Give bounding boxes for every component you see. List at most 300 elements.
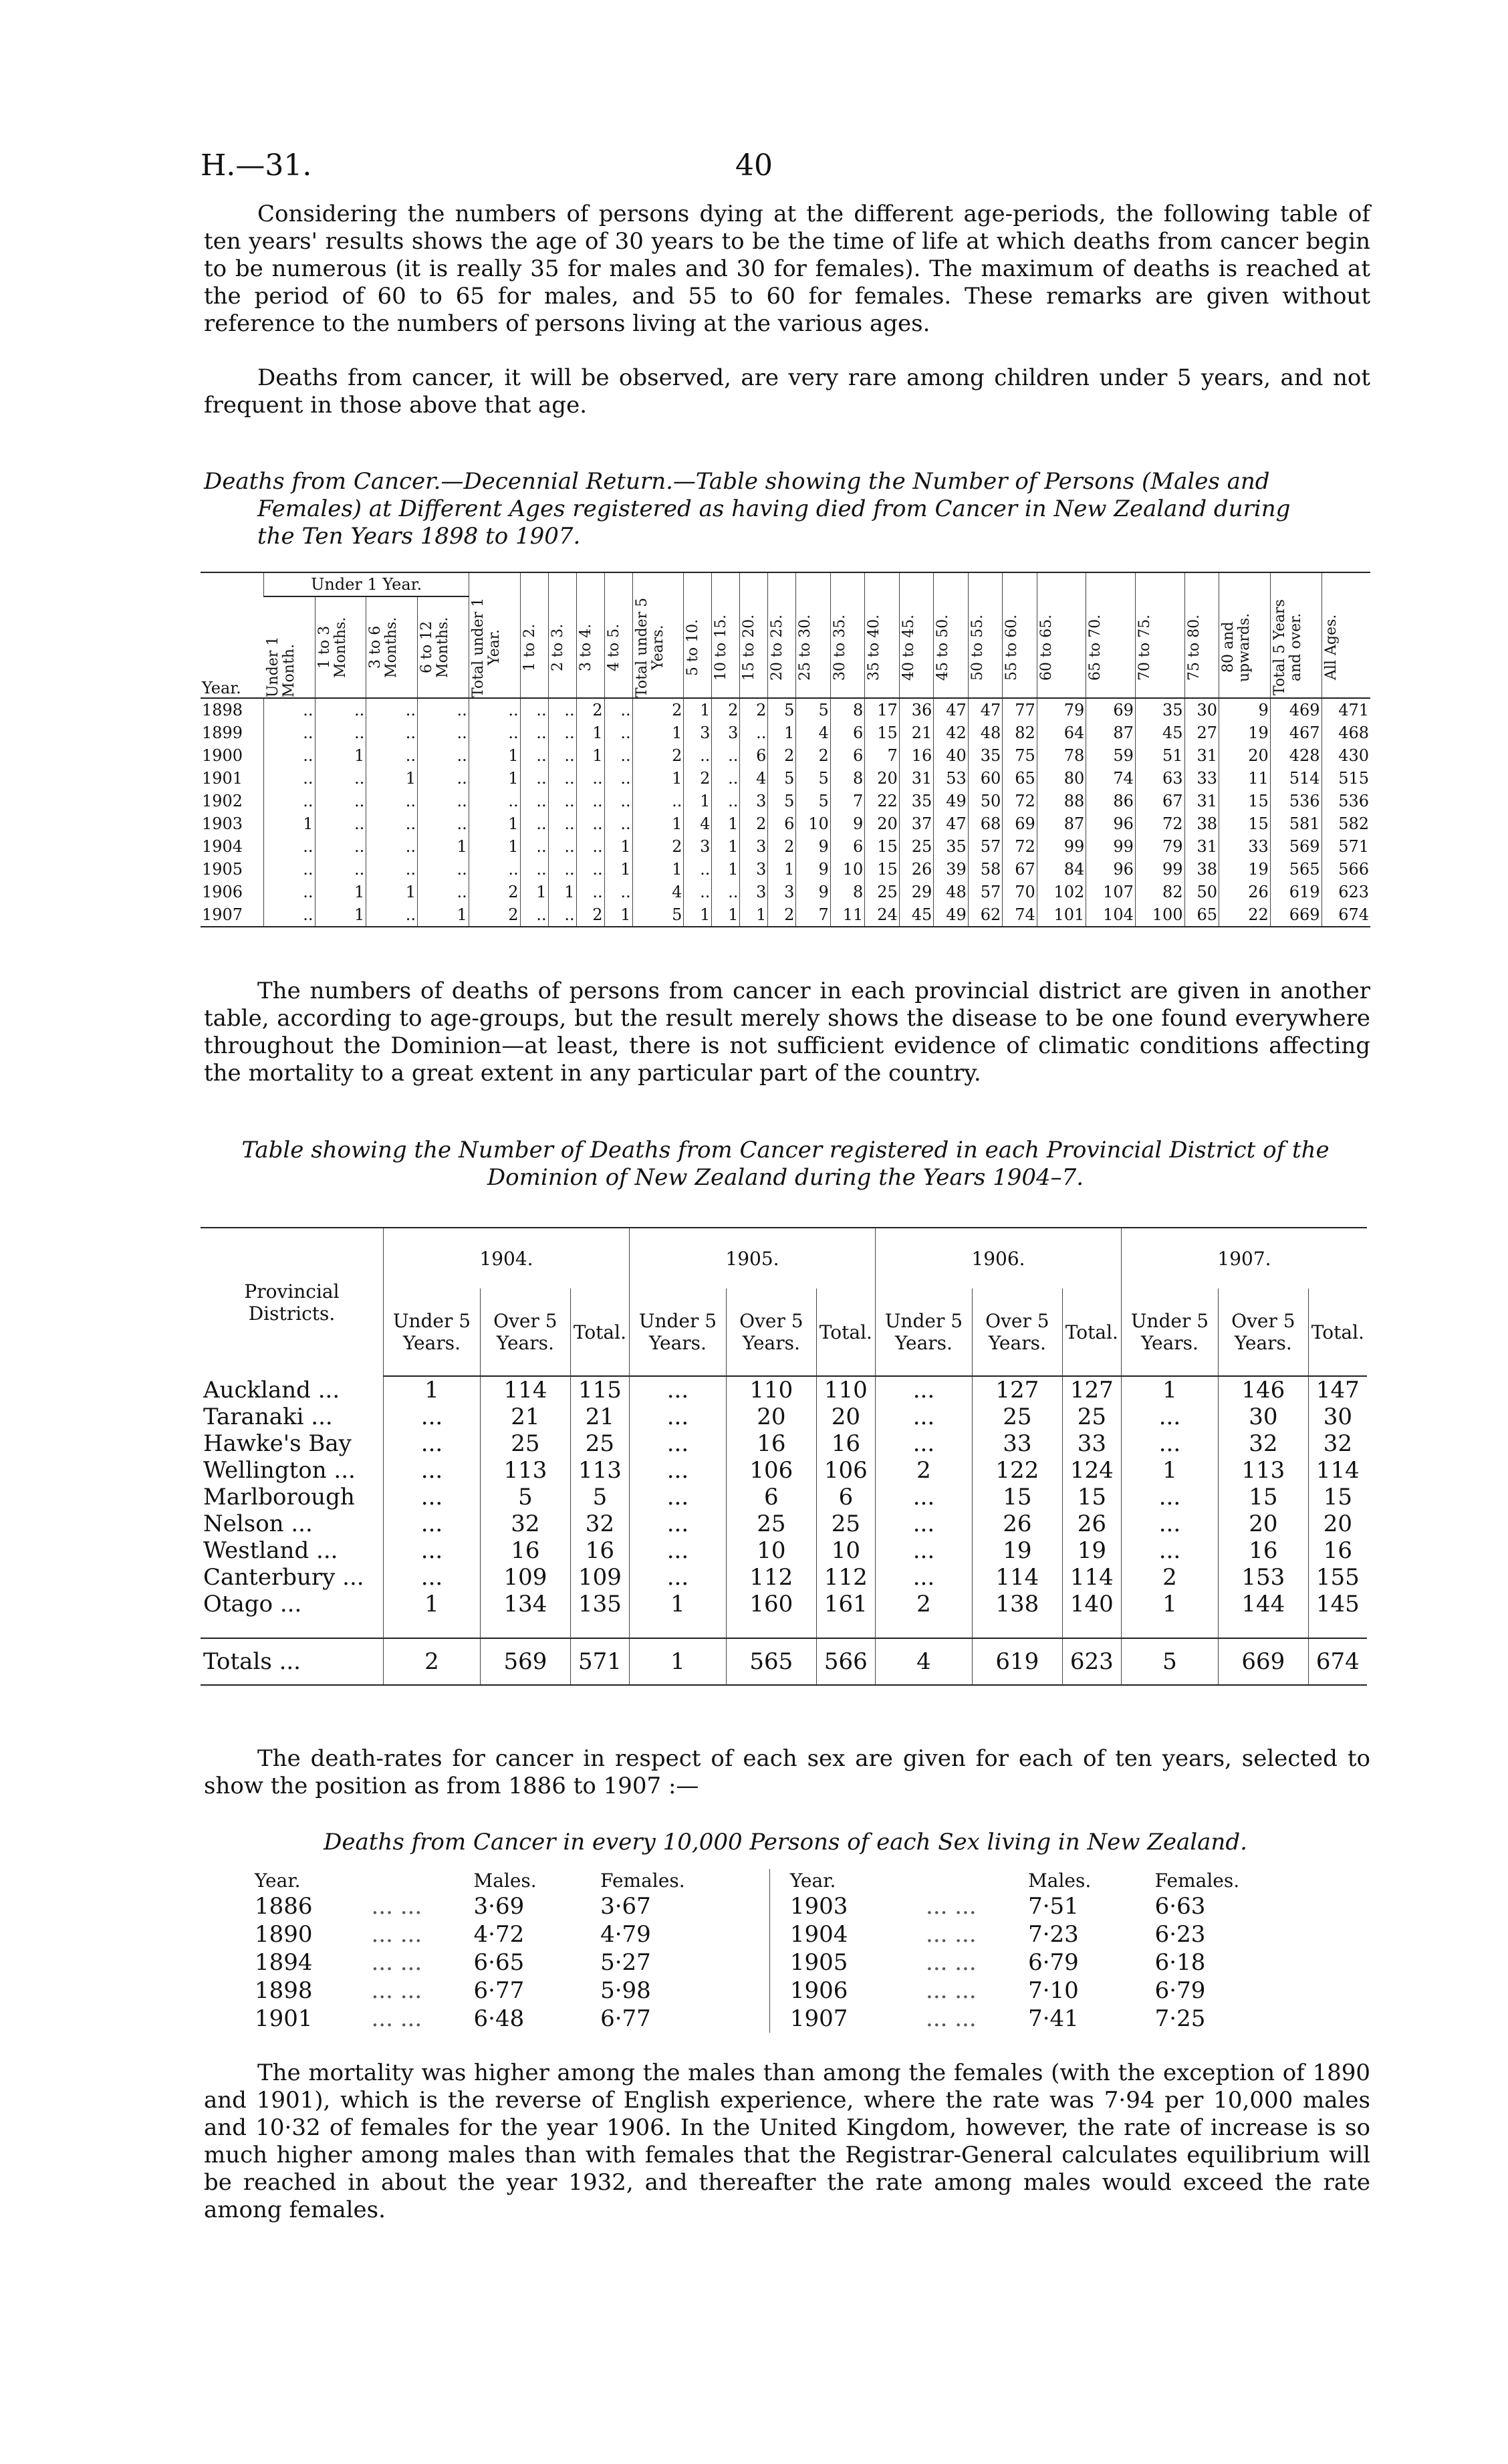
count-cell: .. [548,698,576,721]
sub-header: Over 5 Years. [1218,1289,1308,1376]
paragraph-mortality: The mortality was higher among the males than among the females (with the exception of 1890 and 1901), which is the reverse of English experience, where the rate was 7·94 per 10,000 males and 10·32 of females for the year 1906. In the United Kingdom, however, the rate of increase is so much higher among males than with females that the Registrar-General calculates equilibrium will be reached in about the year 1932, and thereafter the rate among males would exceed the rate among females. [204,2059,1370,2223]
count-cell: 48 [968,721,1002,744]
count-cell: 114 [1062,1564,1121,1591]
count-cell: 6 [740,744,768,767]
provincial-table [201,1227,1367,1686]
count-cell: 110 [816,1376,875,1404]
count-cell: 51 [1135,744,1184,767]
count-cell: 38 [1184,812,1219,835]
count-cell: 2 [768,835,796,858]
count-cell: 1 [1121,1591,1218,1617]
count-cell: 31 [1184,835,1219,858]
count-cell: 1 [1121,1376,1218,1404]
count-cell: .. [366,835,418,858]
table-row [254,1892,1324,1920]
count-cell: 109 [570,1564,629,1591]
count-cell: ... [384,1510,481,1537]
district-name: Canterbury ... [203,1564,364,1591]
count-cell: 144 [1218,1591,1308,1617]
count-cell: 47 [934,698,968,721]
count-cell: ... [875,1510,972,1537]
paragraph-children: Deaths from cancer, it will be observed, are very rare among children under 5 years, and not frequent in those above that age. [204,364,1370,419]
count-cell: 99 [1037,835,1086,858]
year-cell: 1907 [201,903,264,927]
count-cell: 619 [1270,881,1322,903]
count-cell: 582 [1322,812,1370,835]
count-cell: 42 [934,721,968,744]
sub-header: Total. [1308,1289,1367,1376]
column-header: Under 1 Month. [264,636,297,697]
count-cell: 1 [1121,1457,1218,1484]
district-name: Auckland ... [203,1376,340,1404]
count-cell: 9 [1219,698,1271,721]
year-cell: 1902 [202,792,243,810]
count-cell: .. [548,744,576,767]
count-cell: 74 [1086,767,1136,790]
count-cell: 16 [480,1537,570,1564]
count-cell: 50 [1184,881,1219,903]
count-cell: .. [548,835,576,858]
count-cell: 25 [816,1510,875,1537]
count-cell: .. [264,698,315,721]
count-cell: .. [315,767,366,790]
sub-header: Over 5 Years. [480,1289,570,1376]
count-cell: 11 [1219,767,1271,790]
count-cell: .. [418,744,469,767]
count-cell: 1 [604,903,632,927]
count-cell: 6 [830,835,864,858]
count-cell: 536 [1270,790,1322,812]
provincial-caption-line: Dominion of New Zealand during the Years 1904–7. [487,1164,1084,1191]
count-cell: 47 [934,812,968,835]
sub-header: Under 5 Years. [875,1289,972,1376]
count-cell: .. [576,767,604,790]
count-cell: .. [604,767,632,790]
count-cell: .. [469,721,520,744]
count-cell: 78 [1037,744,1086,767]
females-rate: 6·18 [1154,1949,1206,1976]
count-cell: .. [469,858,520,881]
count-cell: .. [576,835,604,858]
year-cell: 1904 [769,1920,925,1948]
females-rate: 6·79 [1154,1977,1206,2004]
count-cell: ... [384,1404,481,1430]
females-rate: 6·63 [1154,1893,1206,1920]
count-cell: 49 [934,903,968,927]
table-row [201,1376,1367,1404]
count-cell: 515 [1322,767,1370,790]
count-cell: .. [264,721,315,744]
males-rate: 7·23 [1028,1921,1079,1948]
count-cell: 15 [865,721,899,744]
column-header: 70 to 75. [1136,614,1153,681]
count-cell: 471 [1322,698,1370,721]
total-cell: 571 [570,1638,629,1685]
count-cell: .. [520,744,548,767]
count-cell: ... [875,1564,972,1591]
count-cell: 138 [972,1591,1062,1617]
count-cell: 114 [972,1564,1062,1591]
count-cell: ... [875,1537,972,1564]
count-cell: .. [520,698,548,721]
count-cell: 3 [684,835,712,858]
count-cell: 32 [480,1510,570,1537]
count-cell: 122 [972,1457,1062,1484]
leader-dots: ... ... [926,1977,977,2004]
count-cell: 8 [830,767,864,790]
count-cell: ... [1121,1404,1218,1430]
count-cell: 27 [1184,721,1219,744]
count-cell: 140 [1062,1591,1121,1617]
count-cell: .. [712,767,740,790]
leader-dots: ... ... [371,1893,422,1920]
count-cell: 5 [480,1484,570,1510]
column-header: 65 to 70. [1087,614,1104,681]
females-rate: 5·98 [600,1977,651,2004]
count-cell: 2 [875,1591,972,1617]
count-cell: 565 [1270,858,1322,881]
table-row [201,1537,1367,1564]
sub-header: Total. [816,1289,875,1376]
count-cell: 1 [576,721,604,744]
count-cell: 48 [934,881,968,903]
count-cell: 127 [1062,1376,1121,1404]
count-cell: 64 [1037,721,1086,744]
count-cell: 35 [968,744,1002,767]
count-cell: 1 [315,881,366,903]
count-cell: 67 [1135,790,1184,812]
count-cell: 5 [796,767,830,790]
table-row [201,1564,1367,1591]
count-cell: 53 [934,767,968,790]
year-cell: 1903 [769,1892,925,1920]
leader-dots: ... ... [926,2005,977,2032]
count-cell: 72 [1003,835,1037,858]
count-cell: 1 [384,1591,481,1617]
count-cell: .. [264,903,315,927]
year-cell: 1886 [255,1893,313,1920]
year-cell: 1906 [202,883,243,901]
count-cell: 6 [726,1484,816,1510]
count-cell: 1 [632,812,684,835]
count-cell: .. [684,744,712,767]
males-rate: 6·77 [473,1977,525,2004]
count-cell: 87 [1086,721,1136,744]
count-cell: 1 [684,698,712,721]
count-cell: 96 [1086,858,1136,881]
count-cell: 70 [1003,881,1037,903]
total-cell: 569 [480,1638,570,1685]
count-cell: ... [629,1430,726,1457]
count-cell: 8 [830,881,864,903]
count-cell: 107 [1086,881,1136,903]
column-header: 2 to 3. [549,623,566,671]
leader-dots: ... ... [926,1949,977,1976]
year-cell: 1906 [769,1977,925,2005]
table-row [201,903,1370,927]
year-cell: 1894 [255,1949,313,1976]
count-cell: 1 [366,767,418,790]
count-cell: 2 [632,698,684,721]
count-cell: 1 [576,744,604,767]
count-cell: 1 [768,721,796,744]
count-cell: 35 [899,790,933,812]
count-cell: 15 [1219,812,1271,835]
column-header: 50 to 55. [969,614,986,681]
leader-dots: ... ... [926,1893,977,1920]
count-cell: 60 [968,767,1002,790]
count-cell: 32 [570,1510,629,1537]
year-cell: 1905 [202,860,243,879]
count-cell: 536 [1322,790,1370,812]
count-cell: 1 [632,767,684,790]
count-cell: .. [684,881,712,903]
count-cell: 4 [796,721,830,744]
count-cell: 109 [480,1564,570,1591]
count-cell: .. [264,858,315,881]
count-cell: 25 [899,835,933,858]
district-name: Westland ... [203,1537,338,1564]
leader-dots: ... ... [371,1921,422,1948]
count-cell: 31 [899,767,933,790]
count-cell: .. [548,790,576,812]
count-cell: ... [384,1484,481,1510]
count-cell: 1 [632,721,684,744]
count-cell: 6 [830,744,864,767]
paragraph-provincial: The numbers of deaths of persons from cancer in each provincial district are given in another table, according to age-groups, but the result merely shows the disease to be one found everywhere throughout the Dominion—at least, there is not sufficient evidence of climatic conditions affecting the mortality to a great extent in any particular part of the country. [204,978,1370,1087]
count-cell: ... [384,1564,481,1591]
column-header: 45 to 50. [934,614,952,681]
females-rate: 7·25 [1154,2005,1206,2032]
count-cell: 96 [1086,812,1136,835]
count-cell: 1 [629,1591,726,1617]
totals-label: Totals ... [201,1638,384,1685]
count-cell: 2 [740,812,768,835]
table-row [201,744,1370,767]
count-cell: .. [264,835,315,858]
count-cell: 10 [830,858,864,881]
count-cell: 21 [480,1404,570,1430]
count-cell: 20 [1308,1510,1367,1537]
count-cell: 2 [469,881,520,903]
count-cell: 9 [796,858,830,881]
count-cell: .. [366,790,418,812]
count-cell: 467 [1270,721,1322,744]
year-cell: 1898 [255,1977,313,2004]
count-cell: 2 [875,1457,972,1484]
count-cell: .. [604,744,632,767]
count-cell: 4 [684,812,712,835]
table-row [201,698,1370,721]
table-row [201,790,1370,812]
year-cell: 1900 [202,746,243,765]
count-cell: .. [469,790,520,812]
column-header: 6 to 12 Months. [418,617,452,678]
district-name: Taranaki ... [203,1404,333,1430]
column-header: 20 to 25. [769,614,786,681]
count-cell: .. [712,744,740,767]
count-cell: 57 [968,835,1002,858]
count-cell: 20 [816,1404,875,1430]
count-cell: 514 [1270,767,1322,790]
count-cell: 69 [1086,698,1136,721]
count-cell: ... [629,1484,726,1510]
count-cell: ... [384,1457,481,1484]
sub-header: Over 5 Years. [726,1289,816,1376]
table-row [201,1404,1367,1430]
count-cell: ... [384,1430,481,1457]
count-cell: 114 [480,1376,570,1404]
total-cell: 669 [1218,1638,1308,1685]
total-cell: 623 [1062,1638,1121,1685]
count-cell: .. [418,767,469,790]
count-cell: 6 [830,721,864,744]
count-cell: .. [712,881,740,903]
count-cell: 68 [968,812,1002,835]
column-header: 55 to 60. [1003,614,1021,681]
count-cell: ... [1121,1510,1218,1537]
paragraph-age-periods: Considering the numbers of persons dying at the different age-periods, the following table of ten years' results shows the age of 30 years to be the time of life at which deaths from cancer begin to be numerous (it is really 35 for males and 30 for females). The maximum of deaths is reached at the period of 60 to 65 for males, and 55 to 60 for females. These remarks are given without reference to the numbers of persons living at the various ages. [204,201,1370,337]
count-cell: 106 [726,1457,816,1484]
count-cell: 571 [1322,835,1370,858]
count-cell: 5 [570,1484,629,1510]
count-cell: 30 [1308,1404,1367,1430]
year-header: Year. [201,572,264,698]
total-cell: 1 [629,1638,726,1685]
count-cell: 7 [796,903,830,927]
count-cell: 84 [1037,858,1086,881]
count-cell: 26 [972,1510,1062,1537]
table-row [254,1948,1324,1977]
count-cell: 4 [632,881,684,903]
rates-header: Females. [600,1870,685,1892]
count-cell: 38 [1184,858,1219,881]
count-cell: 65 [1184,903,1219,927]
count-cell: 112 [726,1564,816,1591]
count-cell: .. [548,812,576,835]
decennial-caption-line: the Ten Years 1898 to 1907. [257,523,581,550]
provincial-table-body [201,1376,1367,1685]
count-cell: .. [315,835,366,858]
count-cell: 1 [684,790,712,812]
count-cell: 15 [1218,1484,1308,1510]
count-cell: .. [604,698,632,721]
column-header: Total under 5 Years. [633,597,666,697]
count-cell: 33 [1184,767,1219,790]
count-cell: 2 [632,835,684,858]
count-cell: 674 [1322,903,1370,927]
column-header: 40 to 45. [900,614,917,681]
count-cell: 104 [1086,903,1136,927]
paragraph-death-rates: The death-rates for cancer in respect of each sex are given for each of ten years, selected to show the position as from 1886 to 1907 :— [204,1745,1370,1799]
count-cell: 1 [366,881,418,903]
count-cell: 16 [570,1537,629,1564]
rates-header: Year. [769,1869,925,1892]
count-cell: ... [629,1510,726,1537]
males-rate: 7·51 [1028,1893,1079,1920]
year-cell: 1905 [769,1948,925,1977]
count-cell: 469 [1270,698,1322,721]
count-cell: 430 [1322,744,1370,767]
decennial-table-body [201,698,1370,927]
count-cell: 113 [480,1457,570,1484]
count-cell: 11 [830,903,864,927]
year-header: 1905. [629,1228,875,1289]
count-cell: 45 [1135,721,1184,744]
count-cell: .. [632,790,684,812]
column-header: Total under 1 Year. [469,597,503,697]
count-cell: 102 [1037,881,1086,903]
count-cell: 2 [684,767,712,790]
count-cell: 1 [604,835,632,858]
year-cell: 1890 [255,1921,313,1948]
count-cell: 22 [1219,903,1271,927]
count-cell: 4 [740,767,768,790]
count-cell: .. [264,881,315,903]
rates-table [254,1869,1324,2033]
count-cell: 25 [972,1404,1062,1430]
males-rate: 6·48 [473,2005,525,2032]
sub-header: Total. [570,1289,629,1376]
decennial-caption-line: Deaths from Cancer.—Decennial Return.—Table showing the Number of Persons (Males and [204,468,1270,495]
count-cell: .. [520,790,548,812]
count-cell: 57 [968,881,1002,903]
count-cell: 25 [570,1430,629,1457]
count-cell: 569 [1270,835,1322,858]
count-cell: 24 [865,903,899,927]
total-cell: 674 [1308,1638,1367,1685]
count-cell: 26 [1219,881,1271,903]
column-header: 15 to 20. [741,614,758,681]
count-cell: ... [875,1404,972,1430]
year-header: 1904. [384,1228,630,1289]
count-cell: 100 [1135,903,1184,927]
sub-header: Under 5 Years. [629,1289,726,1376]
table-row [201,1591,1367,1617]
count-cell: 32 [1218,1430,1308,1457]
column-header: 3 to 6 Months. [367,617,400,678]
table-row [201,812,1370,835]
count-cell: ... [629,1404,726,1430]
column-header: 10 to 15. [713,614,730,681]
count-cell: 5 [796,790,830,812]
count-cell: 30 [1184,698,1219,721]
count-cell: 112 [816,1564,875,1591]
count-cell: 82 [1135,881,1184,903]
count-cell: 15 [1219,790,1271,812]
count-cell: 67 [1003,858,1037,881]
count-cell: 669 [1270,903,1322,927]
count-cell: 1 [469,835,520,858]
count-cell: ... [875,1430,972,1457]
count-cell: 15 [1308,1484,1367,1510]
count-cell: 1 [469,744,520,767]
count-cell: 7 [830,790,864,812]
count-cell: .. [315,812,366,835]
count-cell: ... [629,1376,726,1404]
count-cell: 29 [899,881,933,903]
count-cell: 17 [865,698,899,721]
district-name: Wellington ... [203,1457,356,1484]
count-cell: 35 [1135,698,1184,721]
count-cell: .. [604,790,632,812]
count-cell: .. [604,881,632,903]
column-header: 1 to 3 Months. [316,617,349,678]
count-cell: 3 [768,881,796,903]
count-cell: 20 [1219,744,1271,767]
count-cell: 127 [972,1376,1062,1404]
count-cell: 1 [684,903,712,927]
